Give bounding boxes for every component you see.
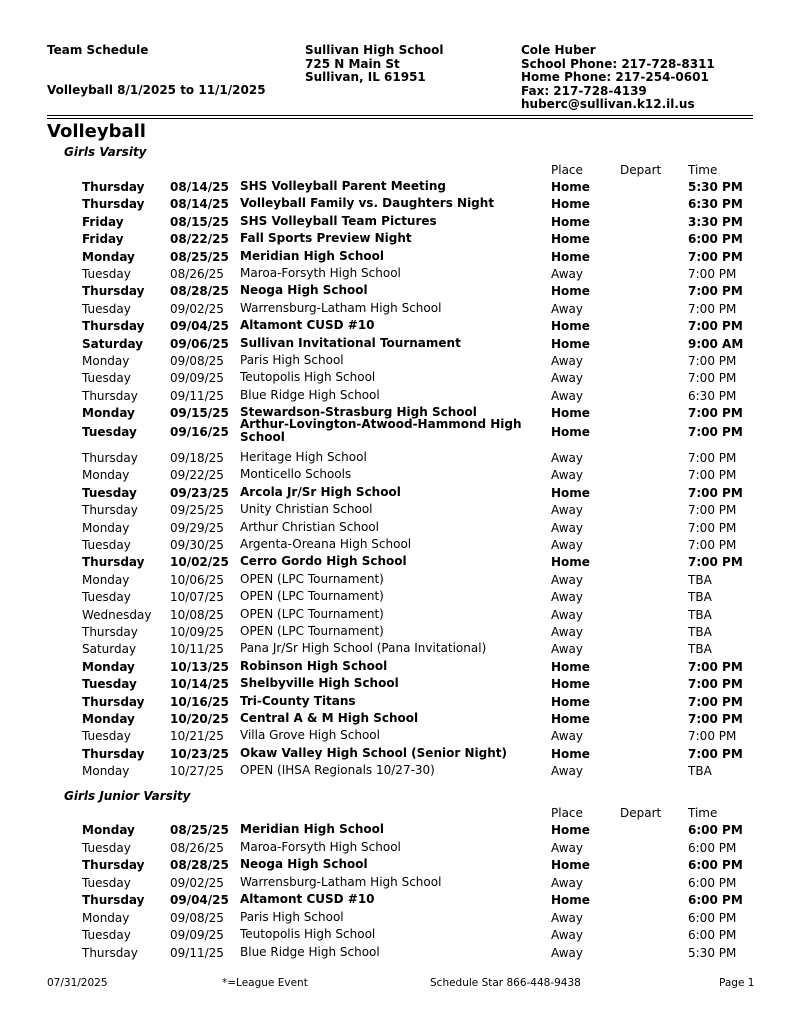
- event-time: 7:00 PM: [688, 267, 737, 281]
- contact-info: [521, 44, 715, 112]
- event-place: Away: [551, 267, 583, 281]
- event-date: 10/07/25: [170, 590, 224, 605]
- event-opponent: Teutopolis High School: [240, 370, 376, 385]
- event-opponent: Tri-County Titans: [240, 693, 356, 708]
- event-date: 09/09/25: [170, 371, 224, 386]
- event-opponent: Central A & M High School: [240, 711, 419, 725]
- event-date: 09/02/25: [170, 875, 224, 890]
- event-time: 7:00 PM: [688, 538, 737, 552]
- column-header-place: Place: [551, 806, 583, 820]
- event-time: 6:00 PM: [688, 840, 737, 855]
- event-day: Thursday: [82, 451, 138, 465]
- event-place: Home: [551, 677, 590, 692]
- event-place: Away: [551, 928, 583, 942]
- event-day: Thursday: [82, 746, 145, 761]
- event-day: Tuesday: [82, 677, 137, 692]
- event-opponent: OPEN (LPC Tournament): [240, 606, 384, 621]
- event-opponent: Blue Ridge High School: [240, 387, 380, 402]
- event-opponent: Argenta-Oreana High School: [240, 537, 412, 551]
- event-opponent: Paris High School: [240, 353, 344, 367]
- event-day: Tuesday: [82, 538, 131, 552]
- event-place: Home: [551, 659, 590, 674]
- event-time: TBA: [688, 764, 712, 779]
- event-date: 09/08/25: [170, 910, 224, 925]
- event-place: Home: [551, 424, 590, 439]
- event-date: 10/16/25: [170, 694, 229, 709]
- event-opponent: Villa Grove High School: [240, 728, 380, 743]
- event-date: 08/28/25: [170, 858, 229, 872]
- footer-legend: *=League Event: [222, 977, 308, 989]
- event-place: Away: [551, 301, 583, 316]
- event-day: Monday: [82, 910, 130, 925]
- event-day: Monday: [82, 764, 130, 779]
- contact-home-phone: Home Phone: 217-254-0601: [521, 70, 709, 84]
- event-date: 08/15/25: [170, 214, 229, 229]
- event-date: 10/08/25: [170, 607, 224, 622]
- sport-title: Volleyball: [47, 121, 146, 142]
- footer-page-number: Page 1: [719, 977, 755, 989]
- event-day: Monday: [82, 823, 135, 837]
- contact-school-phone: School Phone: 217-728-8311: [521, 56, 715, 71]
- event-day: Thursday: [82, 388, 138, 403]
- school-address-1: 725 N Main St: [305, 56, 400, 71]
- event-time: TBA: [688, 642, 712, 657]
- event-date: 09/11/25: [170, 388, 224, 403]
- event-place: Away: [551, 590, 583, 605]
- contact-fax: Fax: 217-728-4139: [521, 83, 647, 98]
- event-date: 10/13/25: [170, 659, 229, 674]
- event-place: Away: [551, 607, 583, 622]
- event-place: Away: [551, 354, 583, 368]
- event-place: Home: [551, 858, 590, 872]
- event-place: Away: [551, 875, 583, 890]
- school-address-2: Sullivan, IL 61951: [305, 70, 426, 84]
- event-time: 7:00 PM: [688, 677, 743, 692]
- event-time: 7:00 PM: [688, 406, 743, 421]
- event-day: Thursday: [82, 503, 138, 518]
- event-time: 7:00 PM: [688, 371, 737, 386]
- event-place: Away: [551, 468, 583, 483]
- event-day: Monday: [82, 354, 130, 368]
- event-place: Home: [551, 284, 590, 299]
- event-time: 7:00 PM: [688, 485, 743, 500]
- event-place: Home: [551, 214, 590, 229]
- event-day: Saturday: [82, 642, 137, 657]
- event-opponent: SHS Volleyball Parent Meeting: [240, 179, 446, 193]
- event-time: TBA: [688, 572, 712, 587]
- event-day: Tuesday: [82, 485, 137, 500]
- column-header-time: Time: [688, 806, 718, 820]
- event-time: 6:00 PM: [688, 910, 737, 925]
- event-place: Away: [551, 910, 583, 925]
- event-date: 10/02/25: [170, 555, 229, 570]
- event-opponent: Cerro Gordo High School: [240, 554, 407, 569]
- event-time: 7:00 PM: [688, 729, 737, 744]
- event-opponent: Robinson High School: [240, 658, 388, 673]
- event-date: 09/04/25: [170, 319, 229, 334]
- event-place: Home: [551, 555, 590, 570]
- event-day: Thursday: [82, 858, 145, 872]
- event-time: 6:30 PM: [688, 388, 737, 403]
- event-date: 09/04/25: [170, 893, 229, 907]
- event-time: 7:00 PM: [688, 301, 737, 316]
- event-day: Monday: [82, 712, 135, 726]
- event-day: Tuesday: [82, 729, 131, 744]
- event-place: Away: [551, 371, 583, 386]
- header-divider-bottom: [47, 118, 753, 119]
- event-date: 10/06/25: [170, 572, 224, 587]
- event-opponent: OPEN (IHSA Regionals 10/27-30): [240, 763, 435, 778]
- school-info: [305, 44, 444, 85]
- event-day: Thursday: [82, 284, 145, 299]
- event-day: Monday: [82, 659, 135, 674]
- event-date: 08/25/25: [170, 249, 229, 264]
- event-day: Thursday: [82, 945, 138, 960]
- event-day: Thursday: [82, 319, 145, 334]
- event-opponent: Fall Sports Preview Night: [240, 231, 412, 246]
- event-time: TBA: [688, 625, 712, 639]
- event-time: 7:00 PM: [688, 354, 737, 368]
- event-day: Tuesday: [82, 928, 131, 942]
- column-header-place: Place: [551, 163, 583, 177]
- sport-date-range: Volleyball 8/1/2025 to 11/1/2025: [47, 83, 266, 97]
- event-place: Home: [551, 249, 590, 264]
- event-time: 7:00 PM: [688, 712, 743, 726]
- event-place: Home: [551, 319, 590, 334]
- event-day: Saturday: [82, 336, 144, 351]
- event-day: Tuesday: [82, 424, 137, 439]
- event-place: Home: [551, 336, 590, 351]
- event-date: 08/26/25: [170, 267, 224, 281]
- event-place: Home: [551, 232, 590, 247]
- event-day: Thursday: [82, 180, 145, 194]
- event-place: Home: [551, 823, 590, 837]
- event-date: 08/14/25: [170, 180, 229, 194]
- event-date: 09/09/25: [170, 928, 224, 942]
- event-opponent: Okaw Valley High School (Senior Night): [240, 745, 507, 760]
- event-place: Home: [551, 406, 590, 421]
- event-date: 10/21/25: [170, 729, 224, 744]
- event-day: Friday: [82, 232, 124, 247]
- event-day: Thursday: [82, 893, 145, 907]
- event-opponent: Sullivan Invitational Tournament: [240, 335, 461, 350]
- event-date: 10/09/25: [170, 625, 224, 639]
- event-date: 09/23/25: [170, 485, 229, 500]
- event-place: Home: [551, 485, 590, 500]
- header-divider-top: [47, 115, 753, 116]
- event-opponent: Arthur-Lovington-Atwood-Hammond High School: [240, 416, 522, 444]
- event-date: 09/29/25: [170, 520, 224, 535]
- event-opponent: SHS Volleyball Team Pictures: [240, 213, 437, 228]
- event-day: Tuesday: [82, 267, 131, 281]
- event-date: 08/28/25: [170, 284, 229, 299]
- event-time: 7:00 PM: [688, 319, 743, 334]
- section-title: Girls Junior Varsity: [64, 789, 191, 803]
- event-day: Tuesday: [82, 301, 131, 316]
- event-date: 08/22/25: [170, 232, 229, 247]
- event-time: 3:30 PM: [688, 214, 743, 229]
- event-day: Tuesday: [82, 371, 131, 386]
- event-time: TBA: [688, 607, 712, 622]
- event-place: Away: [551, 451, 583, 465]
- event-date: 09/16/25: [170, 424, 229, 439]
- event-opponent: Arthur Christian School: [240, 519, 379, 534]
- event-time: 6:00 PM: [688, 928, 737, 942]
- event-date: 09/02/25: [170, 301, 224, 316]
- event-opponent: Meridian High School: [240, 248, 384, 263]
- event-time: 7:00 PM: [688, 694, 743, 709]
- event-place: Home: [551, 712, 590, 726]
- event-time: 6:00 PM: [688, 893, 743, 907]
- event-date: 09/18/25: [170, 451, 224, 465]
- event-place: Home: [551, 197, 590, 212]
- event-time: 7:00 PM: [688, 451, 737, 465]
- event-opponent: Teutopolis High School: [240, 927, 376, 941]
- doc-title: Team Schedule: [47, 43, 149, 57]
- event-date: 10/20/25: [170, 712, 229, 726]
- event-date: 09/08/25: [170, 354, 224, 368]
- event-day: Monday: [82, 249, 135, 264]
- event-opponent: Paris High School: [240, 909, 344, 924]
- event-date: 08/26/25: [170, 840, 224, 855]
- event-opponent: OPEN (LPC Tournament): [240, 589, 384, 604]
- event-place: Away: [551, 538, 583, 552]
- event-date: 10/11/25: [170, 642, 224, 657]
- event-opponent: Monticello Schools: [240, 467, 352, 482]
- event-opponent: Heritage High School: [240, 450, 367, 464]
- event-place: Away: [551, 764, 583, 779]
- event-place: Away: [551, 945, 583, 960]
- event-date: 09/22/25: [170, 468, 224, 483]
- event-opponent: OPEN (LPC Tournament): [240, 624, 384, 638]
- event-day: Wednesday: [82, 607, 152, 622]
- event-date: 09/06/25: [170, 336, 229, 351]
- event-day: Monday: [82, 520, 130, 535]
- event-day: Tuesday: [82, 590, 131, 605]
- event-time: 9:00 AM: [688, 336, 744, 351]
- event-opponent: Unity Christian School: [240, 502, 373, 517]
- event-date: 10/14/25: [170, 677, 229, 692]
- event-opponent: Neoga High School: [240, 857, 368, 871]
- event-time: 5:30 PM: [688, 180, 743, 194]
- event-opponent: Maroa-Forsyth High School: [240, 839, 401, 854]
- event-date: 10/27/25: [170, 764, 224, 779]
- event-date: 10/23/25: [170, 746, 229, 761]
- event-opponent: Altamont CUSD #10: [240, 318, 375, 333]
- event-day: Tuesday: [82, 875, 131, 890]
- event-place: Away: [551, 729, 583, 744]
- event-day: Thursday: [82, 555, 145, 570]
- event-date: 09/25/25: [170, 503, 224, 518]
- event-time: 7:00 PM: [688, 555, 743, 570]
- event-opponent: Pana Jr/Sr High School (Pana Invitational): [240, 641, 487, 656]
- event-time: 6:30 PM: [688, 197, 743, 212]
- event-time: 7:00 PM: [688, 503, 737, 518]
- event-opponent: Neoga High School: [240, 283, 368, 298]
- event-opponent: Warrensburg-Latham High School: [240, 300, 442, 315]
- column-header-time: Time: [688, 163, 718, 177]
- event-time: 5:30 PM: [688, 945, 737, 960]
- event-day: Monday: [82, 468, 130, 483]
- event-opponent: Meridian High School: [240, 822, 384, 836]
- event-day: Thursday: [82, 197, 145, 212]
- event-date: 09/30/25: [170, 538, 224, 552]
- event-opponent: Shelbyville High School: [240, 676, 399, 691]
- event-time: 7:00 PM: [688, 468, 737, 483]
- event-day: Friday: [82, 214, 124, 229]
- event-place: Home: [551, 893, 590, 907]
- event-opponent: Warrensburg-Latham High School: [240, 874, 442, 889]
- event-time: 7:00 PM: [688, 520, 737, 535]
- event-place: Home: [551, 694, 590, 709]
- event-date: 09/15/25: [170, 406, 229, 421]
- section-title: Girls Varsity: [64, 145, 147, 159]
- event-opponent: Altamont CUSD #10: [240, 892, 375, 906]
- event-opponent: Maroa-Forsyth High School: [240, 266, 401, 280]
- event-time: 7:00 PM: [688, 424, 743, 439]
- event-place: Home: [551, 180, 590, 194]
- footer-date: 07/31/2025: [47, 977, 108, 989]
- event-opponent: Stewardson-Strasburg High School: [240, 405, 477, 420]
- contact-email[interactable]: huberc@sullivan.k12.il.us: [521, 97, 695, 111]
- column-header-depart: Depart: [620, 806, 662, 820]
- event-opponent: Arcola Jr/Sr High School: [240, 484, 401, 499]
- column-header-depart: Depart: [620, 163, 662, 177]
- contact-name: Cole Huber: [521, 43, 596, 57]
- event-day: Tuesday: [82, 840, 131, 855]
- event-time: 7:00 PM: [688, 284, 743, 299]
- event-day: Thursday: [82, 625, 138, 639]
- school-name: Sullivan High School: [305, 43, 444, 57]
- event-date: 08/25/25: [170, 823, 229, 837]
- event-place: Away: [551, 503, 583, 518]
- event-place: Away: [551, 642, 583, 657]
- event-day: Monday: [82, 406, 135, 421]
- event-opponent: Blue Ridge High School: [240, 944, 380, 959]
- event-day: Thursday: [82, 694, 145, 709]
- event-place: Home: [551, 746, 590, 761]
- event-time: 6:00 PM: [688, 875, 737, 890]
- event-day: Monday: [82, 572, 130, 587]
- event-time: 6:00 PM: [688, 858, 743, 872]
- event-date: 09/11/25: [170, 945, 224, 960]
- event-place: Away: [551, 520, 583, 535]
- event-place: Away: [551, 840, 583, 855]
- event-time: TBA: [688, 590, 712, 605]
- footer-vendor: Schedule Star 866-448-9438: [430, 977, 581, 989]
- event-time: 6:00 PM: [688, 823, 743, 837]
- event-place: Away: [551, 388, 583, 403]
- event-opponent: OPEN (LPC Tournament): [240, 571, 384, 586]
- event-place: Away: [551, 572, 583, 587]
- event-date: 08/14/25: [170, 197, 229, 212]
- event-opponent: Volleyball Family vs. Daughters Night: [240, 196, 495, 211]
- event-time: 7:00 PM: [688, 746, 743, 761]
- event-time: 7:00 PM: [688, 249, 743, 264]
- event-time: 6:00 PM: [688, 232, 743, 247]
- event-place: Away: [551, 625, 583, 639]
- event-time: 7:00 PM: [688, 659, 743, 674]
